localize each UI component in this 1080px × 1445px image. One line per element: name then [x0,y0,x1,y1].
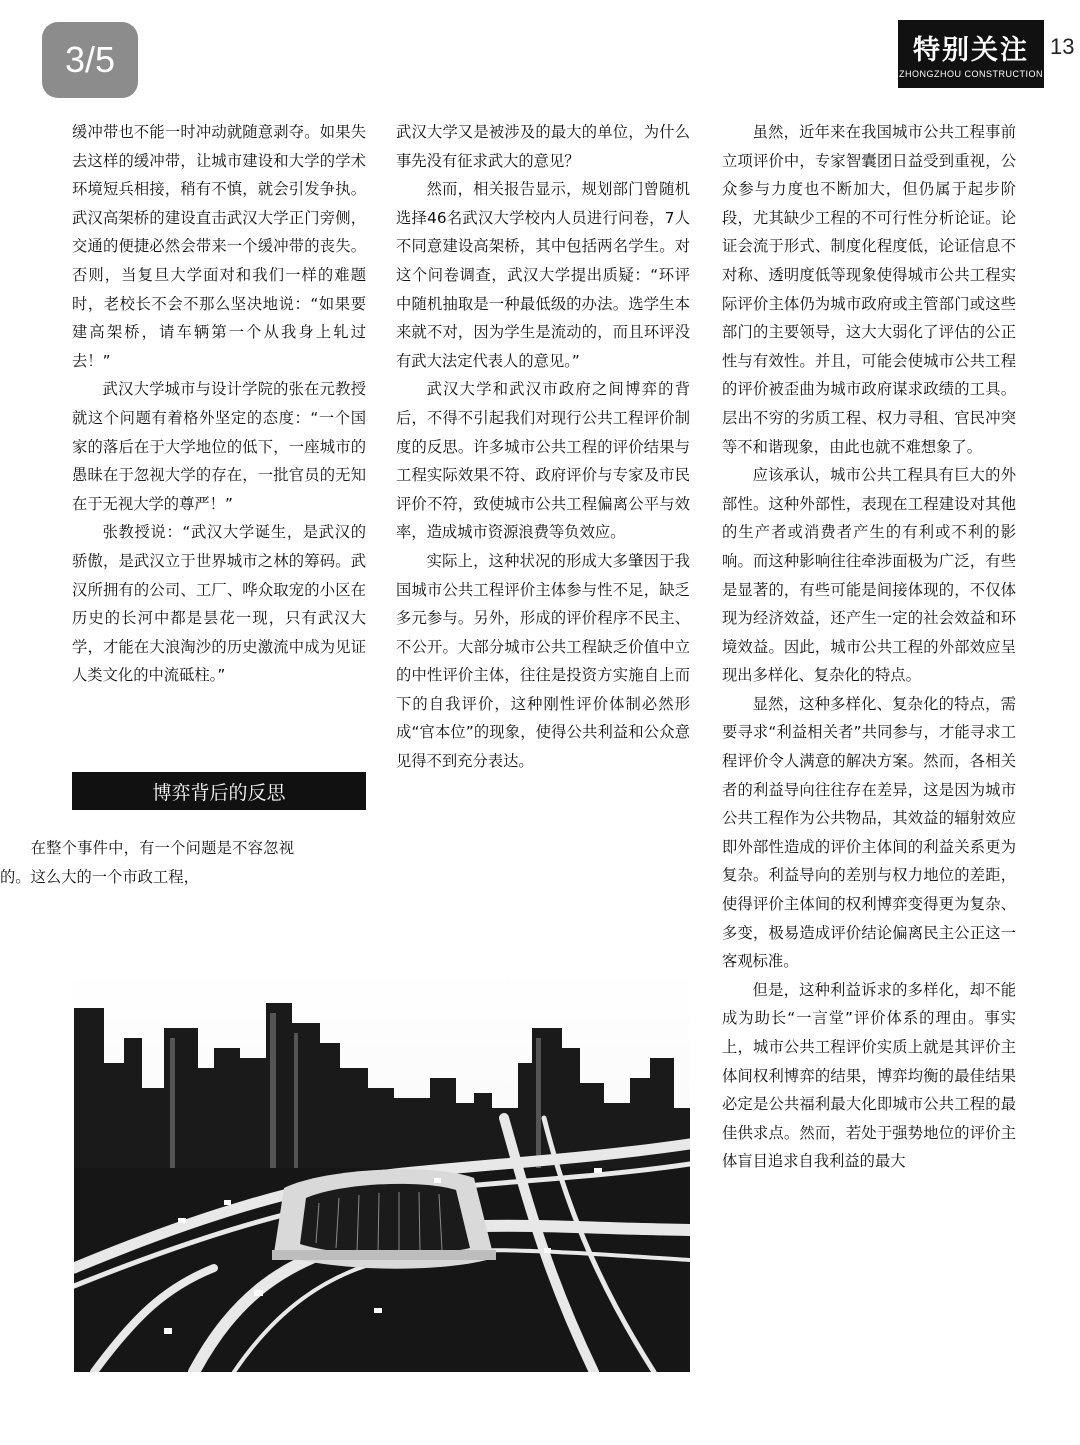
paragraph: 然而，相关报告显示，规划部门曾随机选择46名武汉大学校内人员进行问卷，7人不同意建设高架桥，其中包括两名学生。对这个问卷调查，武汉大学提出质疑：“环评中随机抽取是一种最低级的办法。选学生本来就不对，因为学生是流动的，而且环评没有武大法定代表人的意见。” [396,180,690,370]
article-column-1-continued [0,834,294,891]
paragraph: 应该承认，城市公共工程具有巨大的外部性。这种外部性，表现在工程建设对其他的生产者或消费者产生的有利或不利的影响。而这种影响往往牵涉面极为广泛，有些是显著的，有些可能是间接体现的，不仅体现为经济效益，还产生一定的社会效益和环境效益。因此，城市公共工程的外部效应呈现出多样化、复杂化的特点。 [722,466,1016,685]
paragraph: 实际上，这种状况的形成大多肇因于我国城市公共工程评价主体参与性不足，缺乏多元参与。另外，形成的评价程序不民主、不公开。大部分城市公共工程缺乏价值中立的中性评价主体，往往是投资方实施自上而下的自我评价，这种刚性评价体制必然形成“官本位”的现象，使得公共利益和公众意见得不到充分表达。 [396,551,690,771]
paragraph: 武汉大学又是被涉及的最大的单位，为什么事先没有征求武大的意见？ [396,123,690,170]
paragraph: 缓冲带也不能一时冲动就随意剥夺。如果失去这样的缓冲带，让城市建设和大学的学术环境短兵相接，稍有不慎，就会引发争执。武汉高架桥的建设直击武汉大学正门旁侧，交通的便捷必然会带来一个缓冲带的丧失。否则，当复旦大学面对和我们一样的难题时，老校长不会不那么坚决地说：“如果要建高架桥，请车辆第一个从我身上轧过去！” [72,123,366,370]
paragraph: 在整个事件中，有一个问题是不容忽视的。这么大的一个市政工程， [0,839,294,886]
subheading: 博弈背后的反思 [72,772,366,810]
overpass-photo [74,968,690,1372]
section-subtitle: ZHONGZHOU CONSTRUCTION [899,69,1043,79]
article-column-3 [722,118,1016,1176]
section-title: 特别关注 [913,35,1029,66]
page-indicator-badge[interactable]: 3/5 [42,22,138,98]
paragraph: 张教授说：“武汉大学诞生，是武汉的骄傲，是武汉立于世界城市之林的筹码。武汉所拥有的公司、工厂、哗众取宠的小区在历史的长河中都是昙花一现，只有武汉大学，才能在大浪淘沙的历史激流中成为见证人类文化的中流砥柱。” [72,523,366,685]
page-number: 13 [1050,34,1075,59]
paragraph: 武汉大学城市与设计学院的张在元教授就这个问题有着格外坚定的态度：“一个国家的落后在于大学地位的低下，一座城市的愚昧在于忽视大学的存在，一批官员的无知在于无视大学的尊严！” [72,380,366,513]
paragraph: 但是，这种利益诉求的多样化，却不能成为助长“一言堂”评价体系的理由。事实上，城市公共工程评价实质上就是其评价主体间权利博弈的结果，博弈均衡的最佳结果必定是公共福利最大化即城市公共工程的最佳供求点。然而，若处于强势地位的评价主体盲目追求自我利益的最大 [722,980,1016,1171]
article-column-2 [396,118,690,776]
article-column-1 [72,118,366,690]
paragraph: 武汉大学和武汉市政府之间博弈的背后，不得不引起我们对现行公共工程评价制度的反思。许多城市公共工程的评价结果与工程实际效果不符、政府评价与专家及市民评价不符，致使城市公共工程偏离公平与效率，造成城市资源浪费等负效应。 [396,380,690,542]
paragraph: 虽然，近年来在我国城市公共工程事前立项评价中，专家智囊团日益受到重视，公众参与力度也不断加大，但仍属于起步阶段，尤其缺少工程的不可行性分析论证。论证会流于形式、制度化程度低，论证信息不对称、透明度低等现象使得城市公共工程实际评价主体仍为城市政府或主管部门或这些部门的主要领导，这大大弱化了评估的公正性与有效性。并且，可能会使城市公共工程的评价被歪曲为城市政府谋求政绩的工具。层出不穷的劣质工程、权力寻租、官民冲突等不和谐现象，由此也就不难想象了。 [722,123,1016,456]
paragraph: 显然，这种多样化、复杂化的特点，需要寻求“利益相关者”共同参与，才能寻求工程评价令人满意的解决方案。然而，各相关者的利益导向往往存在差异，这是因为城市公共工程作为公共物品，其效益的辐射效应即外部性造成的评价主体间的利益关系更为复杂。利益导向的差别与权力地位的差距，使得评价主体间的权利博弈变得更为复杂、多变，极易造成评价结论偏离民主公正这一客观标准。 [722,694,1016,971]
section-header-banner [898,20,1044,88]
